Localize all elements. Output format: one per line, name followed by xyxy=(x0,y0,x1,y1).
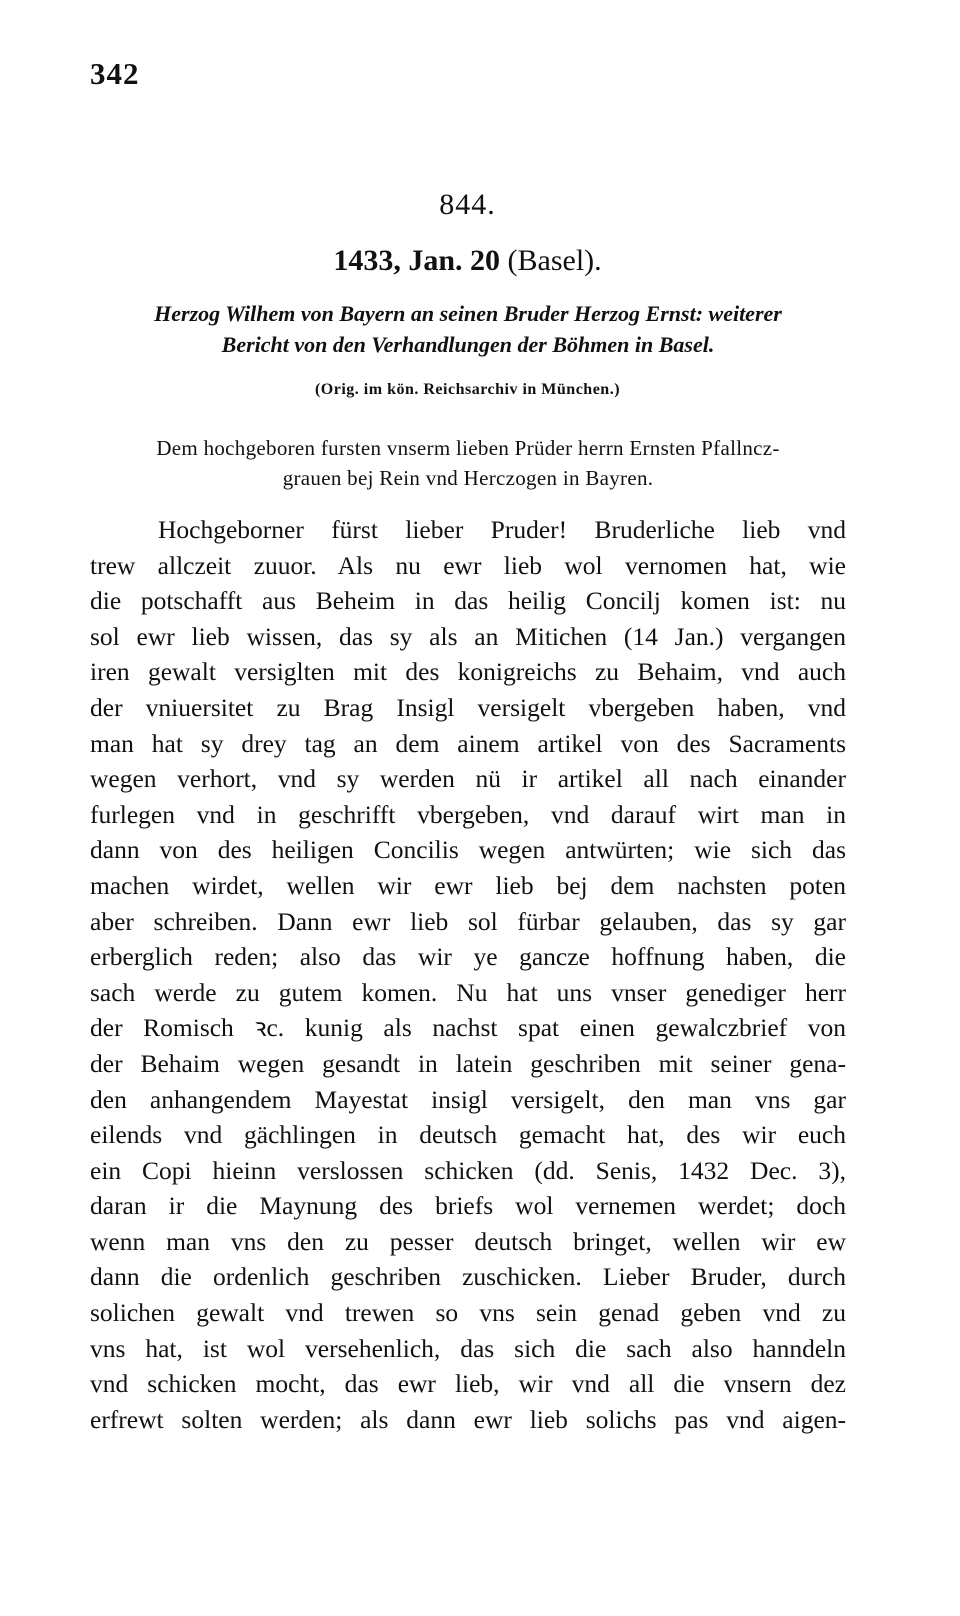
body-line: dann von des heiligen Concilis wegen antwürten; wie sich das xyxy=(90,835,846,865)
body-line: ein Copi hieinn verslossen schicken (dd. Senis, 1432 Dec. 3), xyxy=(90,1155,846,1185)
summary-line: Herzog Wilhem von Bayern an seinen Bruder Herzog Ernst: weiterer xyxy=(154,301,782,326)
body-line: sach werde zu gutem komen. Nu hat uns vnser genediger herr xyxy=(90,977,846,1007)
source-note: (Orig. im kön. Reichsarchiv in München.) xyxy=(314,381,621,398)
body-line: furlegen vnd in geschrifft vbergeben, vnd darauf wirt man in xyxy=(90,799,846,829)
body-line: iren gewalt versiglten mit des konigreichs zu Behaim, vnd auch xyxy=(90,657,846,687)
body-line: die potschafft aus Beheim in das heilig Concilj komen ist: nu xyxy=(90,586,846,616)
date-heading xyxy=(0,244,935,278)
body-line: der Behaim wegen gesandt in latein geschriben mit seiner gena- xyxy=(90,1048,846,1078)
body-line: wegen verhort, vnd sy werden nü ir artikel all nach einander xyxy=(90,764,846,794)
address-line: grauen bej Rein vnd Herczogen in Bayren. xyxy=(282,466,654,490)
body-line: der Romisch ꝛc. kunig als nachst spat einen gewalczbrief von xyxy=(90,1013,846,1043)
body-line: machen wirdet, wellen wir ewr lieb bej dem nachsten poten xyxy=(90,870,846,900)
body-line: der vniuersitet zu Brag Insigl versigelt vbergeben haben, vnd xyxy=(90,692,846,722)
body-line: Hochgeborner fürst lieber Pruder! Bruderliche lieb vnd xyxy=(158,515,846,544)
body-line: eilends vnd gächlingen in deutsch gemacht hat, des wir euch xyxy=(90,1120,846,1150)
body-line: erfrewt solten werden; als dann ewr lieb solichs pas vnd aigen- xyxy=(90,1404,846,1434)
body-line: wenn man vns den zu pesser deutsch bringet, wellen wir ew xyxy=(90,1226,846,1256)
body-line: dann die ordenlich geschriben zuschicken. Lieber Bruder, durch xyxy=(90,1262,846,1292)
body-line: erberglich reden; also das wir ye gancze hoffnung haben, die xyxy=(90,942,846,972)
body-line: aber schreiben. Dann ewr lieb sol fürbar gelauben, das sy gar xyxy=(90,906,846,936)
body-line: man hat sy drey tag an dem ainem artikel von des Sacraments xyxy=(90,728,846,758)
body-line: vnd schicken mocht, das ewr lieb, wir vnd all die vnsern dez xyxy=(90,1369,846,1399)
date-text: 1433, Jan. 20 xyxy=(333,244,501,277)
address-line: Dem hochgeboren fursten vnserm lieben Prüder herrn Ernsten Pfallncz- xyxy=(156,436,780,460)
place-text: (Basel). xyxy=(507,244,602,277)
letter-address xyxy=(90,433,846,493)
letter-body xyxy=(90,512,846,1437)
body-line: sol ewr lieb wissen, das sy als an Mitichen (14 Jan.) vergangen xyxy=(90,621,846,651)
page-number: 342 xyxy=(90,56,140,91)
body-line: vns hat, ist wol versehenlich, das sich die sach also hanndeln xyxy=(90,1333,846,1363)
body-line: solichen gewalt vnd trewen so vns sein genad geben vnd zu xyxy=(90,1298,846,1328)
body-line: daran ir die Maynung des briefs wol vernemen werdet; doch xyxy=(90,1191,846,1221)
body-line: den anhangendem Mayestat insigl versigelt, den man vns gar xyxy=(90,1084,846,1114)
document-summary xyxy=(90,298,846,360)
body-line: trew allczeit zuuor. Als nu ewr lieb wol vernomen hat, wie xyxy=(90,550,846,580)
summary-line: Bericht von den Verhandlungen der Böhmen in Basel. xyxy=(221,332,715,357)
document-number: 844. xyxy=(439,188,496,221)
